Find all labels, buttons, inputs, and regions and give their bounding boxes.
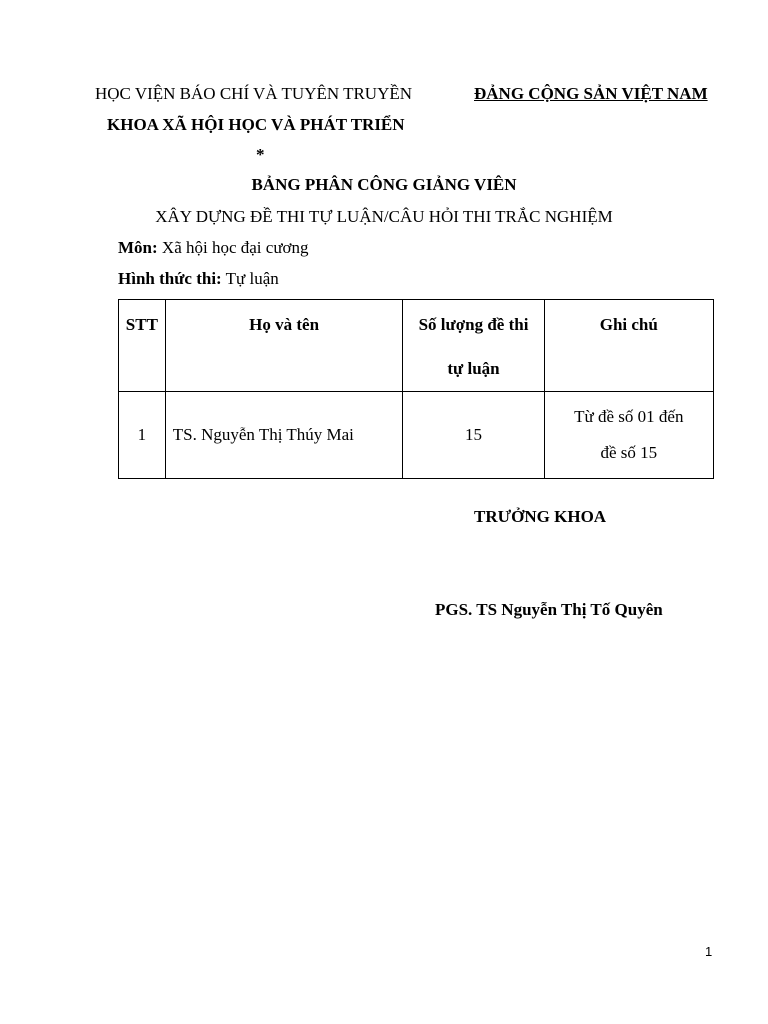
row-name: TS. Nguyễn Thị Thúy Mai [165, 392, 403, 479]
table-header-row [119, 300, 714, 392]
institution-name: HỌC VIỆN BÁO CHÍ VÀ TUYÊN TRUYỀN [95, 84, 413, 103]
party-heading: ĐẢNG CỘNG SẢN VIỆT NAM [474, 84, 708, 103]
subject-label: Môn: [118, 238, 158, 257]
header-stt: STT [119, 300, 166, 392]
signature-name: PGS. TS Nguyễn Thị Tố Quyên [435, 600, 663, 619]
header-note: Ghi chú [544, 300, 713, 392]
document-subtitle: XÂY DỰNG ĐỀ THI TỰ LUẬN/CÂU HỎI THI TRẮC NGHIỆM [155, 207, 613, 226]
table-row [119, 392, 714, 479]
page-number: 1 [705, 944, 713, 959]
row-quantity: 15 [403, 392, 544, 479]
subject-value: Xã hội học đại cương [161, 238, 309, 257]
signature-role: TRƯỞNG KHOA [474, 507, 607, 526]
assignment-table [118, 299, 714, 479]
row-stt: 1 [119, 392, 166, 479]
row-note [544, 392, 713, 479]
row-note-line1: Từ đề số 01 đến [574, 407, 684, 426]
header-quantity: Số lượng đề thi tự luận [403, 300, 544, 392]
exam-format-value: Tự luận [225, 269, 279, 288]
faculty-name: KHOA XÃ HỘI HỌC VÀ PHÁT TRIỂN [107, 115, 405, 134]
document-title: BẢNG PHÂN CÔNG GIẢNG VIÊN [251, 175, 517, 194]
exam-format-label: Hình thức thi: [118, 269, 222, 288]
header-name: Họ và tên [165, 300, 403, 392]
exam-format-line [118, 269, 279, 289]
subject-line [118, 238, 309, 258]
row-note-line2: đề số 15 [600, 443, 658, 462]
star-mark: * [256, 145, 265, 164]
